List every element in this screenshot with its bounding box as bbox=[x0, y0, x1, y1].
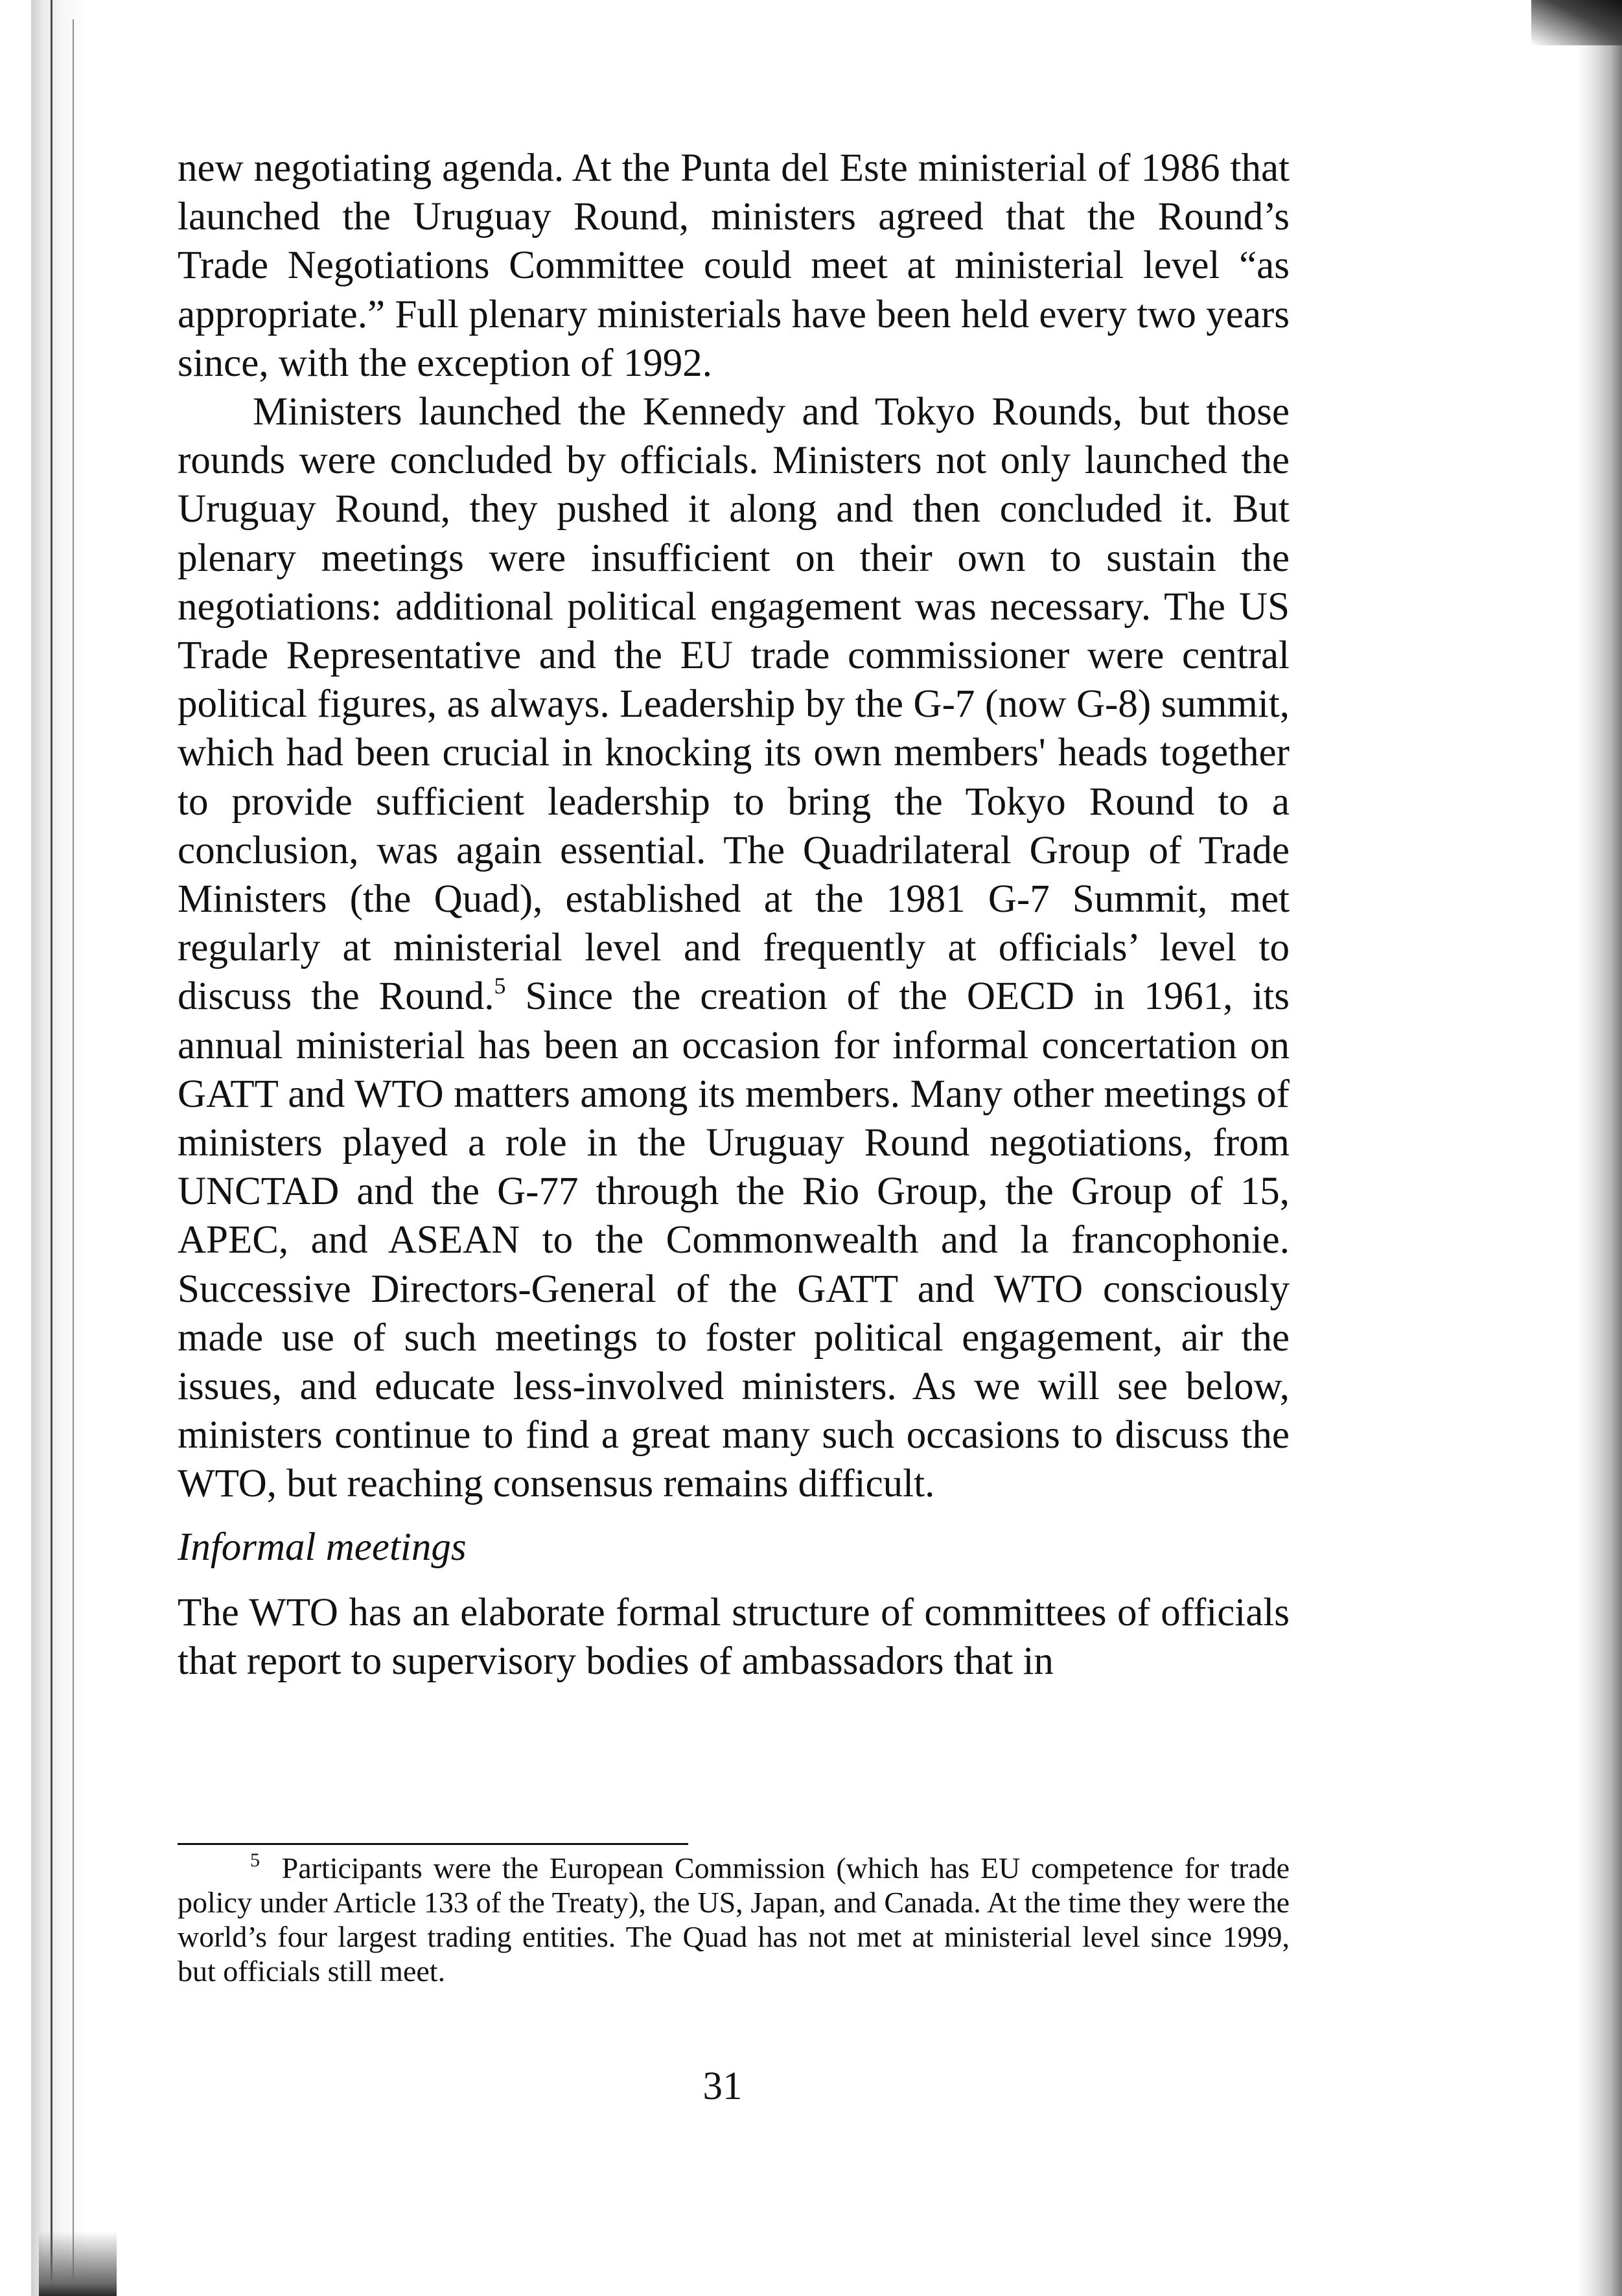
section-heading: Informal meetings bbox=[178, 1525, 467, 1569]
footnote-reference: 5 bbox=[494, 973, 506, 999]
scan-corner-shadow bbox=[39, 2229, 117, 2296]
footnote bbox=[178, 1851, 1290, 1988]
page-body bbox=[178, 144, 1290, 1686]
scan-binding-line bbox=[51, 0, 52, 2296]
page-number: 31 bbox=[702, 2065, 743, 2108]
footnote-divider bbox=[178, 1843, 688, 1845]
scan-left-margin-shadow bbox=[31, 0, 89, 2296]
main-text bbox=[178, 144, 1290, 1686]
scan-page-edge-line bbox=[73, 19, 74, 2288]
paragraph-2-text: Ministers launched the Kennedy and Tokyo Rounds, but those rounds were concluded by officials. Ministers not only launched the Uruguay Round, they pushed it along and then concluded it. But plenary meetings were insufficient on their own to sustain the negotiations: additional political engagement was necessary. The US Trade Representative and the EU trade commissioner were central political figures, as always. Leadership by the G-7 (now G-8) summit, which had been crucial in knocking its own members' heads together to provide sufficient leadership to bring the Tokyo Round to a conclusion, was again essential. The Quadrilateral Group of Trade Ministers (the Quad), established at the 1981 G-7 Summit, met regularly at ministerial level and frequently at officials’ level to discuss the Round. bbox=[178, 390, 1290, 1019]
scan-right-margin-shadow bbox=[1577, 0, 1622, 2296]
footnote-mark: 5 bbox=[250, 1850, 260, 1871]
paragraph-3: The WTO has an elaborate formal structure of committees of officials that report to supervisory bodies of ambassadors that in bbox=[178, 1590, 1290, 1683]
paragraph-1: new negotiating agenda. At the Punta del Este ministerial of 1986 that launched the Uruguay Round, ministers agreed that the Round’s Trade Negotiations Committee could meet at ministerial level “as appropriate.” Full plenary ministerials have been held every two years since, with the exception of 1992. bbox=[178, 146, 1290, 385]
scan-right-corner-shadow bbox=[1531, 0, 1622, 45]
paragraph-2 bbox=[178, 388, 1290, 1509]
paragraph-2-continued: Since the creation of the OECD in 1961, its annual ministerial has been an occasion for informal concertation on GATT and WTO matters among its members. Many other meetings of ministers played a role in the Uruguay Round negotiations, from UNCTAD and the G-77 through the Rio Group, the Group of 15, APEC, and ASEAN to the Commonwealth and la francophonie. Successive Directors-General of the GATT and WTO consciously made use of such meetings to foster political engagement, air the issues, and educate less-involved ministers. As we will see below, ministers continue to find a great many such occasions to discuss the WTO, but reaching consensus remains difficult. bbox=[178, 975, 1290, 1506]
footnote-text: Participants were the European Commission (which has EU competence for trade policy under Article 133 of the Treaty), the US, Japan, and Canada. At the time they were the world’s four largest trading entities. The Quad has not met at ministerial level since 1999, but officials still meet. bbox=[178, 1851, 1290, 1988]
